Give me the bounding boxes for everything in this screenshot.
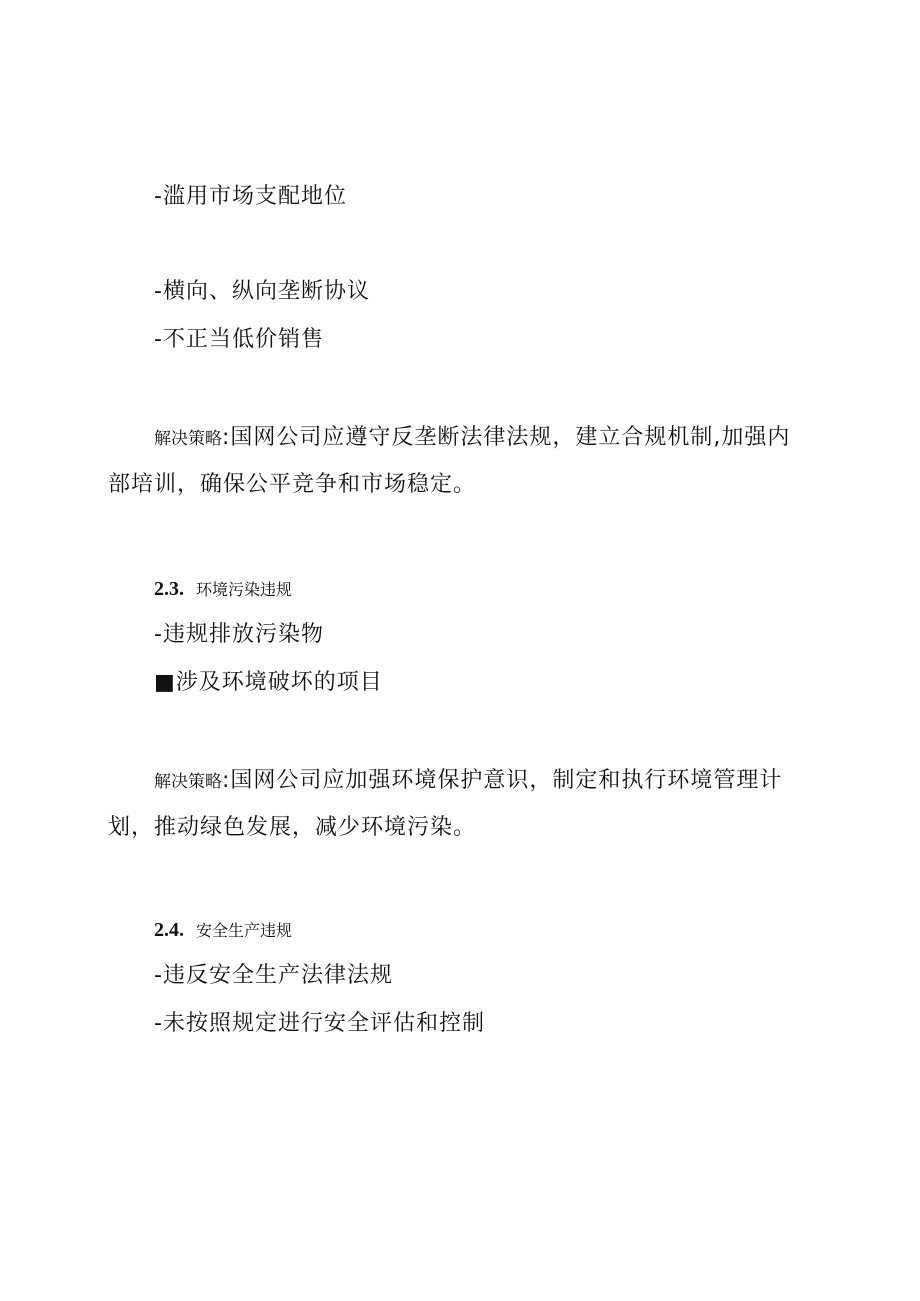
strategy-paragraph-line: 部培训，确保公平竞争和市场稳定。: [108, 472, 477, 497]
section-title: 环境污染违规: [196, 580, 293, 599]
section-heading: [154, 574, 292, 605]
list-item: -违规排放污染物: [154, 622, 324, 647]
strategy-label: 解决策略: [154, 429, 222, 449]
list-item: -不正当低价销售: [154, 327, 324, 352]
list-item: ■涉及环境破坏的项目: [154, 670, 383, 695]
section-heading: [154, 915, 292, 946]
list-item: -横向、纵向垄断协议: [154, 279, 370, 304]
strategy-label: 解决策略: [154, 772, 222, 792]
list-item: -未按照规定进行安全评估和控制: [154, 1011, 485, 1036]
strategy-text: 国网公司应遵守反垄断法律法规，建立合规机制,加强内: [230, 425, 791, 450]
list-item: -违反安全生产法律法规: [154, 963, 393, 988]
strategy-paragraph-line: 划，推动绿色发展，减少环境污染。: [108, 815, 477, 840]
section-number: 2.4.: [154, 919, 184, 941]
strategy-separator: :: [222, 425, 231, 450]
section-title: 安全生产违规: [196, 921, 293, 940]
strategy-paragraph-line: [154, 423, 790, 454]
section-number: 2.3.: [154, 578, 184, 600]
strategy-text: 国网公司应加强环境保护意识，制定和执行环境管理计: [230, 768, 783, 793]
list-item: -滥用市场支配地位: [154, 184, 347, 209]
strategy-separator: :: [222, 768, 231, 793]
strategy-paragraph-line: [154, 766, 782, 797]
